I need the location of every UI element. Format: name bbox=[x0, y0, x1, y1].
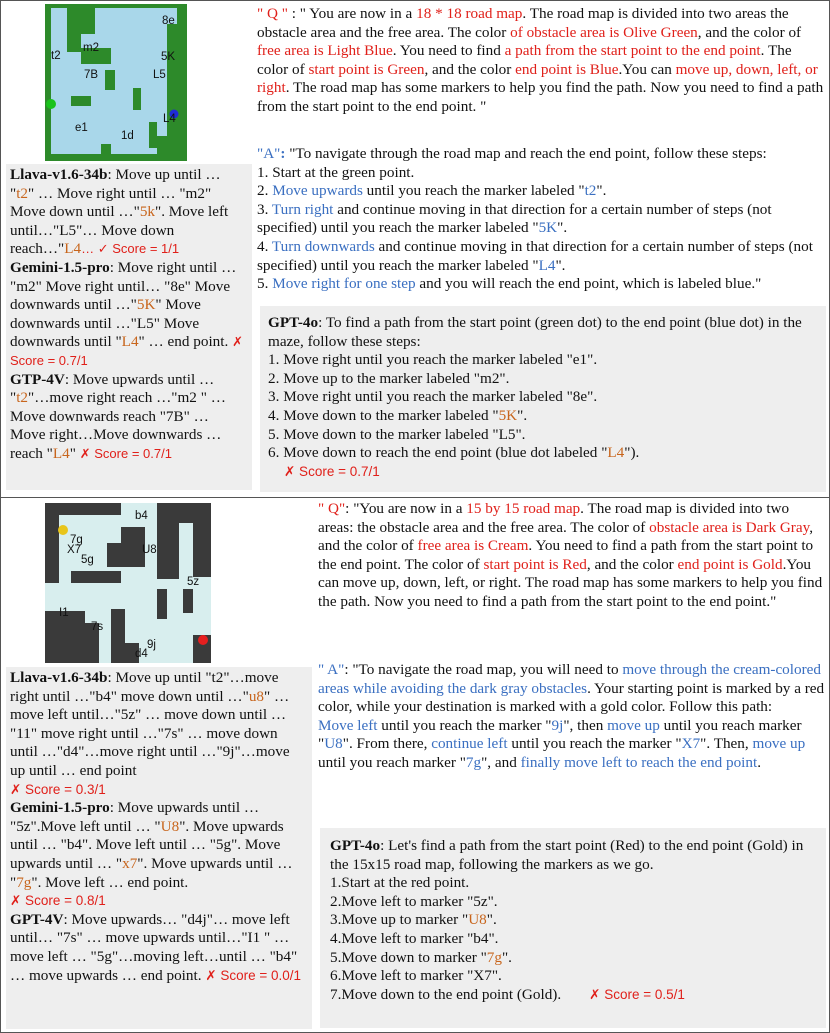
q-tag: " Q " bbox=[257, 5, 288, 22]
map-marker: 7g bbox=[70, 534, 83, 546]
map-marker: t2 bbox=[51, 50, 61, 62]
map-marker: d4 bbox=[135, 648, 148, 660]
map-marker: U8 bbox=[142, 544, 157, 556]
text: . The road map has some markers to help you find the path. Now you need to find a path from the start point to the end point. " bbox=[257, 79, 824, 115]
answer-step: 4. Turn downwards and continue moving in that direction for a certain number of steps (not specified) until you reach the marker labeled "L4". bbox=[257, 237, 813, 274]
text: : " You are now in a bbox=[287, 5, 417, 22]
gpt4v-response: GTP-4V: Move upwards until … "t2"…move right reach …"m2 " … Move downwards reach "7B" … Move right…Move downwards … reach "L4" ✗ Score = 0.7/1 bbox=[10, 370, 226, 462]
bottom-model-responses bbox=[6, 667, 312, 1029]
map-marker: m2 bbox=[83, 42, 99, 54]
gpt4o-step: 3. Move right until you reach the marker labeled "8e". bbox=[268, 388, 598, 406]
text: . The road map is divided into two areas: the obstacle area and the free area. The color of bbox=[318, 500, 790, 536]
map-marker: b4 bbox=[135, 510, 148, 522]
gpt4v-response: GPT-4V: Move upwards… "d4j"… move left until… "7s" … move upwards until…"I1 " … move left … "5g"…moving left…until … "b4" … move upwards … end point. ✗ Score = 0.0/1 bbox=[10, 910, 302, 984]
text: . You need to find a path from the start point to the end point. The color of bbox=[318, 537, 814, 573]
text: , and the color bbox=[586, 555, 678, 573]
text: . You need to find bbox=[392, 42, 505, 60]
map-marker: X7 bbox=[67, 544, 82, 556]
highlight: 15 by 15 road map bbox=[466, 500, 581, 517]
gpt4o-step: 1.Start at the red point. bbox=[330, 874, 470, 892]
text: : "You are now in a bbox=[345, 500, 467, 517]
gpt4o-step: 1. Move right until you reach the marker labeled "e1". bbox=[268, 351, 598, 369]
q-tag: " Q" bbox=[318, 500, 346, 517]
gpt4o-step: 2.Move left to marker "5z". bbox=[330, 892, 498, 910]
map-marker: L5 bbox=[153, 69, 166, 81]
gpt4o-step: 4.Move left to marker "b4". bbox=[330, 929, 499, 947]
text: , and the color bbox=[424, 60, 516, 78]
text: .You can bbox=[618, 60, 676, 78]
map-marker: 8e bbox=[162, 15, 175, 27]
highlight: obstacle area is Dark Gray bbox=[649, 518, 810, 536]
gpt4o-step: 7.Move down to the end point (Gold). ✗ Score = 0.5/1 bbox=[330, 985, 685, 1003]
map-marker: 7B bbox=[84, 69, 99, 81]
answer-step: 1. Start at the green point. bbox=[257, 163, 415, 181]
score-label: ✗ Score = 0.8/1 bbox=[10, 893, 106, 909]
map-marker: L4 bbox=[163, 113, 176, 125]
bottom-question bbox=[318, 500, 826, 612]
map-marker: 7s bbox=[91, 621, 104, 633]
highlight: free area is Light Blue bbox=[257, 42, 393, 60]
map-marker: 5K bbox=[161, 51, 176, 63]
score-label: ✗ Score = 0.7/1 bbox=[284, 463, 380, 479]
gpt4o-step: 5. Move down to the marker labeled "L5". bbox=[268, 425, 526, 443]
map-marker: 5g bbox=[81, 554, 94, 566]
gpt4o-step: 2. Move up to the marker labeled "m2". bbox=[268, 369, 510, 387]
map-marker: e1 bbox=[75, 122, 88, 134]
highlight: start point is Green bbox=[308, 60, 425, 78]
top-answer bbox=[257, 145, 825, 294]
highlight: end point is Blue bbox=[515, 60, 619, 78]
top-question bbox=[257, 5, 825, 117]
map-marker: 9j bbox=[147, 639, 156, 651]
gpt4o-step: 3.Move up to marker "U8". bbox=[330, 911, 497, 929]
text: , and the color of bbox=[318, 518, 814, 555]
a-tag: " A" bbox=[318, 661, 345, 678]
gpt4o-step: 4. Move down to the marker labeled "5K". bbox=[268, 406, 528, 424]
a-tag: "A" bbox=[257, 145, 281, 162]
map-marker: I1 bbox=[59, 607, 69, 619]
bottom-road-map bbox=[45, 503, 211, 663]
top-model-responses bbox=[6, 164, 252, 490]
highlight: start point is Red bbox=[483, 555, 587, 573]
highlight: 18 * 18 road map bbox=[416, 5, 523, 22]
bottom-answer: " A": "To navigate the road map, you will need to move through the cream-colored areas while avoiding the dark gray obstacles. Your starting point is marked by a red color, while your destination is marked with a gold color. Follow this path: Move left until you reach the marker "9j", then move up until you reach marker "U8". From there, continue left until you reach the marker "X7". Then, move up until you reach marker "7g", and finally move left to reach the end point. bbox=[318, 661, 825, 771]
gemini-response: Gemini-1.5-pro: Move right until … "m2" Move right until… "8e" Move downwards until …"5K" Move downwards until …"L5" Move downwards until "L4" … end point. ✗ Score = 0.7/1 bbox=[10, 258, 243, 368]
text: , and the color of bbox=[697, 23, 802, 41]
highlight: end point is Gold bbox=[677, 555, 783, 573]
llava-response: Llava-v1.6-34b: Move up until … "t2" … Move right until … "m2" Move down until …"5k". Move left until…"L5"… Move down reach…"L4… ✓ Score = 1/1 bbox=[10, 166, 229, 258]
gpt4o-step: 6. Move down to reach the end point (blue dot labeled "L4"). bbox=[268, 444, 640, 462]
top-road-map bbox=[45, 4, 187, 161]
gemini-response: Gemini-1.5-pro: Move upwards until … "5z".Move left until … "U8". Move upwards until … "b4". Move left until … "5g". Move upwards until … "x7". Move upwards until … "7g". Move left … end point. bbox=[10, 799, 293, 891]
text: . The color of bbox=[257, 42, 792, 78]
gpt4o-step: 6.Move left to marker "X7". bbox=[330, 967, 502, 985]
highlight: a path from the start point to the end point bbox=[504, 42, 761, 60]
top-gpt4o-response: GPT-4o: To find a path from the start point (green dot) to the end point (blue dot) in the maze, follow these steps: 1. Move right until you reach the marker labeled "e1". 2. Move up to the marker labeled "m2". 3. Move right until you reach the marker labeled "8e". 4. Move down to the marker labeled "5K". 5. Move down to the marker labeled "L5". 6. Move down to reach the end point (blue dot labeled "L4"). ✗ Score = 0.7/1 bbox=[260, 306, 826, 492]
highlight: free area is Cream bbox=[417, 537, 529, 555]
highlight: of obstacle area is Olive Green bbox=[510, 23, 698, 41]
llava-response: Llava-v1.6-34b: Move up until "t2"…move right until …"b4" move down until …"u8" … move left until…"5z" … move down until … "11" move right until …"7s" … move down until …"d4"…move right until …"9j"…move up until … end point bbox=[10, 669, 290, 779]
text: .You can move up, down, left, or right. The road map has some markers to help you find the path. Now you need to find a path from the start point to the end point." bbox=[318, 555, 823, 610]
gpt4o-step: 5.Move down to marker "7g". bbox=[330, 948, 512, 966]
text: : bbox=[280, 145, 286, 162]
answer-step: 2. Move upwards until you reach the marker labeled "t2". bbox=[257, 182, 607, 200]
highlight: move up, down, left, or right bbox=[257, 60, 818, 97]
score-label: ✗ Score = 0.3/1 bbox=[10, 781, 106, 797]
text: . The road map is divided into two areas the obstacle area and the free area. The color bbox=[257, 5, 789, 41]
text: "To navigate through the road map and reach the end point, follow these steps: bbox=[285, 145, 767, 162]
bottom-gpt4o-response: GPT-4o: Let's find a path from the start point (Red) to the end point (Gold) in the 15x15 road map, following the markers as we go. 1.Start at the red point. 2.Move left to marker "5z". 3.Move up to marker "U8". 4.Move left to marker "b4". 5.Move down to marker "7g". 6.Move left to marker "X7". 7.Move down to the end point (Gold). ✗ Score = 0.5/1 bbox=[320, 828, 826, 1028]
map-marker: 5z bbox=[187, 576, 200, 588]
answer-step: 5. Move right for one step and you will reach the end point, which is labeled blue." bbox=[257, 275, 762, 293]
map-marker: 1d bbox=[121, 130, 134, 142]
answer-step: 3. Turn right and continue moving in that direction for a certain number of steps (not specified) until you reach the marker labeled "5K". bbox=[257, 200, 772, 237]
